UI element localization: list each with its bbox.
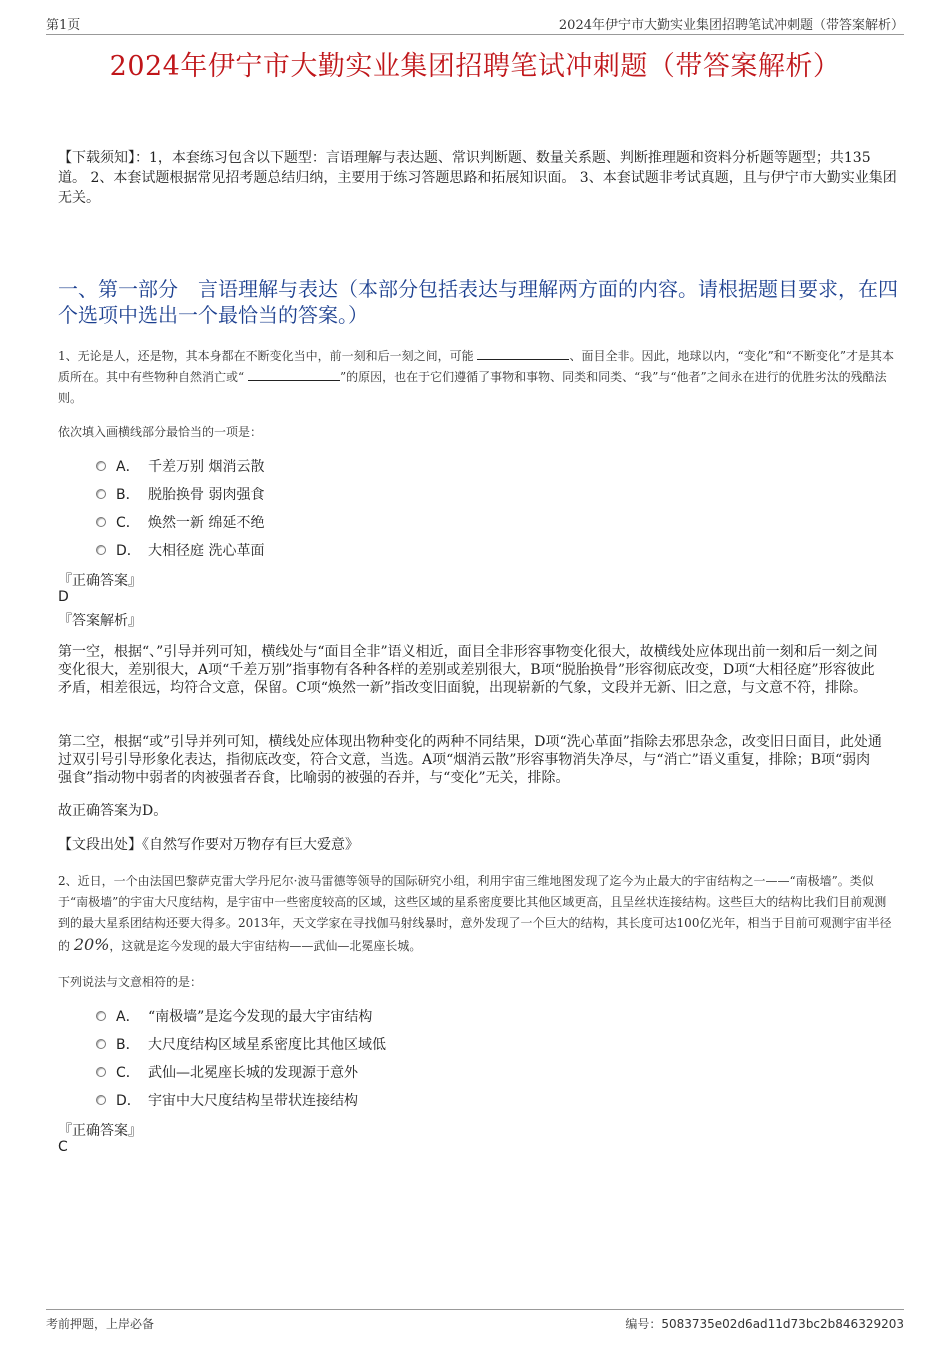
section-title: 一、第一部分 言语理解与表达（本部分包括表达与理解两方面的内容。请根据题目要求，在四个选项中选出一个最恰当的答案。） (58, 277, 898, 327)
question-2-option-d[interactable] (96, 1090, 358, 1110)
radio-icon[interactable] (96, 1011, 106, 1021)
question-2-percentage: 20% (73, 935, 110, 954)
option-letter: A． (116, 459, 140, 475)
option-letter: C． (116, 515, 140, 531)
page-header (46, 14, 904, 35)
option-letter: D． (116, 543, 141, 559)
radio-icon[interactable] (96, 1039, 106, 1049)
download-notice: 【下载须知】：1，本套练习包含以下题型：言语理解与表达题、常识判断题、数量关系题、判断推理题和资料分析题等题型；共135道。 2、本套试题根据常见招考题总结归纳，主要用于练习答题思路和拓展知识面。 3、本套试题非考试真题，且与伊宁市大勤实业集团无关。 (58, 150, 897, 206)
question-1-analysis-paragraph-2: 第二空，根据“或”引导并列可知，横线处应体现出物种变化的两种不同结果，D项“洗心革面”指除去邪思杂念，改变旧日面目，此处通过双引号引导形象化表达，指彻底改变，符合文意，当选。A项“烟消云散”形容事物消失净尽，与“消亡”语义重复，排除；B项“弱肉强食”指动物中弱者的肉被强者吞食，比喻弱的被强的吞并，与“变化”无关，排除。 (58, 734, 882, 786)
document-title: 2024年伊宁市大勤实业集团招聘笔试冲刺题（带答案解析） (109, 51, 841, 82)
question-2-prompt: 下列说法与文意相符的是： (58, 975, 203, 989)
question-2-option-c[interactable] (96, 1062, 358, 1082)
question-1-option-b[interactable] (96, 484, 264, 504)
option-letter: D． (116, 1093, 141, 1109)
question-1-text-part-c: ”的原因，也在于它们遵循了事物和事物、同类和同类、“我”与“他者”之间永在进行的优胜劣汰的残酷法则。 (58, 370, 887, 405)
option-letter: B． (116, 487, 140, 503)
question-1-analysis-paragraph-1: 第一空，根据“、”引导并列可知，横线处与“面目全非”语义相近，面目全非形容事物变化很大，故横线处应体现出前一刻和后一刻之间变化很大，差别很大，A项“千差万别”指事物有各种各样的差别或差别很大，B项“脱胎换骨”形容彻底改变，D项“大相径庭”形容彼此矛盾，相差很远，均符合文意，保留。C项“焕然一新”指改变旧面貌，出现崭新的气象，文段并无新、旧之意，与文意不符，排除。 (58, 644, 878, 696)
question-1-text-part-a: 1、无论是人，还是物，其本身都在不断变化当中，前一刻和后一刻之间，可能 (58, 349, 474, 363)
radio-icon[interactable] (96, 1067, 106, 1077)
question-2-answer: C (58, 1139, 68, 1155)
option-text: 脱胎换骨 弱肉强食 (148, 487, 265, 503)
option-text: 千差万别 烟消云散 (148, 459, 265, 475)
question-1-prompt: 依次填入画横线部分最恰当的一项是： (58, 425, 263, 439)
question-1-analysis-label: 『答案解析』 (58, 613, 142, 629)
option-text: 焕然一新 绵延不绝 (148, 515, 265, 531)
radio-icon[interactable] (96, 545, 106, 555)
option-text: 武仙—北冕座长城的发现源于意外 (148, 1065, 358, 1081)
question-2-option-b[interactable] (96, 1034, 386, 1054)
question-1-option-c[interactable] (96, 512, 264, 532)
option-text: “南极墙”是迄今发现的最大宇宙结构 (148, 1009, 373, 1025)
radio-icon[interactable] (96, 1095, 106, 1105)
radio-icon[interactable] (96, 517, 106, 527)
question-1-text (58, 346, 898, 409)
question-1-answer-label: 『正确答案』 (58, 573, 142, 589)
option-text: 大相径庭 洗心革面 (148, 543, 265, 559)
question-1-source: 【文段出处】《自然写作要对万物存有巨大爱意》 (58, 837, 359, 853)
question-1-conclusion: 故正确答案为D。 (58, 803, 168, 819)
question-2-text-part-b: ，这就是迄今发现的最大宇宙结构——武仙—北冕座长城。 (109, 939, 422, 953)
question-2-answer-label: 『正确答案』 (58, 1123, 142, 1139)
header-doc-title: 2024年伊宁市大勤实业集团招聘笔试冲刺题（带答案解析） (558, 18, 904, 33)
question-1-answer: D (58, 589, 69, 605)
option-letter: B． (116, 1037, 140, 1053)
option-text: 大尺度结构区域星系密度比其他区域低 (148, 1037, 386, 1053)
question-2-text-part-a: 2、近日，一个由法国巴黎萨克雷大学丹尼尔·波马雷德等领导的国际研究小组，利用宇宙三维地图发现了迄今为止最大的宇宙结构之一——“南极墙”。类似于“南极墙”的宇宙大尺度结构，是宇宙中一些密度较高的区域，这些区域的星系密度要比其他区域更高，且呈丝状连接结构。这些巨大的结构比我们目前观测到的最大星系团结构还要大得多。2013年，天文学家在寻找伽马射线暴时，意外发现了一个巨大的结构，其长度可达100亿光年，相当于目前可观测宇宙半径的 (58, 874, 892, 953)
footer-doc-id: 编号：5083735e02d6ad11d73bc2b846329203 (625, 1317, 904, 1331)
question-1-option-a[interactable] (96, 456, 264, 476)
question-2-text (58, 871, 898, 957)
page-number: 第1页 (46, 18, 81, 33)
option-letter: A． (116, 1009, 140, 1025)
answer-blank-2 (248, 368, 340, 381)
question-2-option-a[interactable] (96, 1006, 372, 1026)
answer-blank-1 (477, 347, 569, 360)
radio-icon[interactable] (96, 461, 106, 471)
radio-icon[interactable] (96, 489, 106, 499)
footer-slogan: 考前押题，上岸必备 (46, 1317, 155, 1331)
question-1-text-part-b: 、面目全非。因此，地球以内，“变化”和“不断变化”才是其本质所在。其中有些物种自然消亡或“ (58, 349, 895, 384)
question-1-option-d[interactable] (96, 540, 264, 560)
option-text: 宇宙中大尺度结构呈带状连接结构 (148, 1093, 358, 1109)
page-footer (46, 1309, 904, 1334)
option-letter: C． (116, 1065, 140, 1081)
